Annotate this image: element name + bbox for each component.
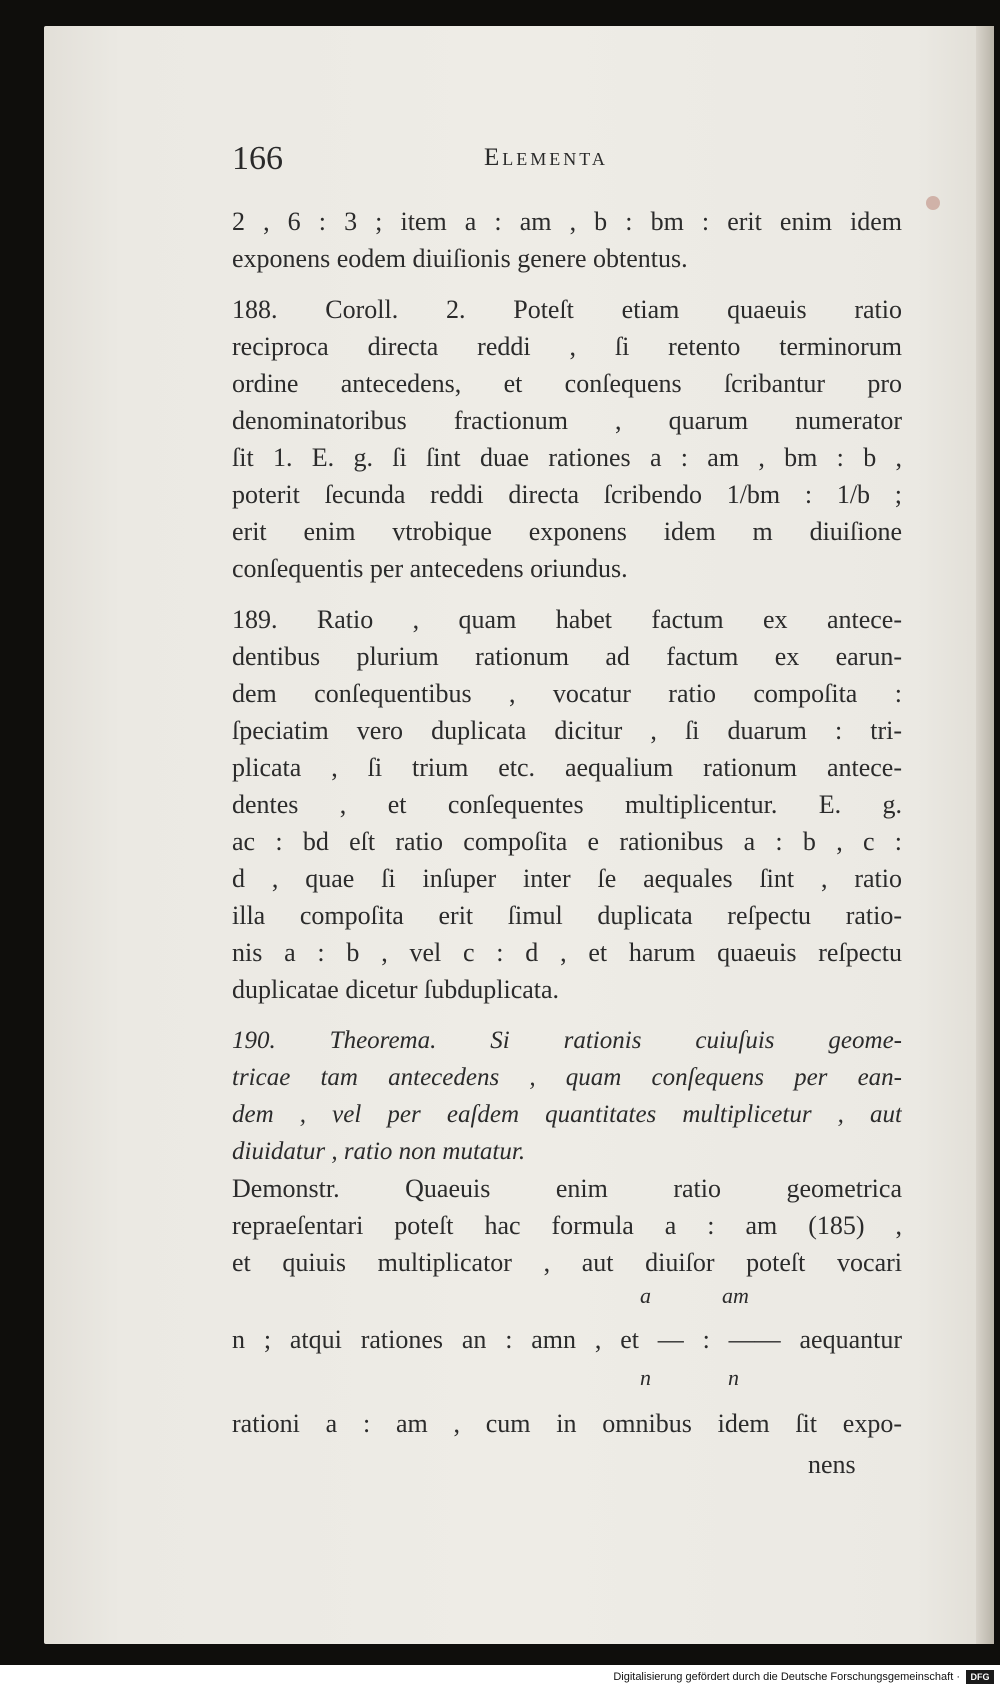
- funding-credit: Digitalisierung gefördert durch die Deutsche Forschungsgemeinschaft ·: [613, 1671, 960, 1683]
- text-line: 188. Coroll. 2. Poteſt etiam quaeuis ratio: [232, 295, 902, 324]
- running-head: Elementa: [484, 144, 608, 171]
- page-header: [232, 140, 902, 190]
- text-line: ſit 1. E. g. ſi ſint duae rationes a : am , bm : b ,: [232, 443, 902, 472]
- text-line: duplicatae dicetur ſubduplicata.: [232, 975, 560, 1004]
- text-line: tricae tam antecedens , quam conſequens per ean-: [232, 1064, 902, 1091]
- text-line: reciproca directa reddi , ſi retento terminorum: [232, 332, 902, 361]
- paragraph-190-theorem: [232, 1022, 902, 1170]
- paragraph-188: [232, 291, 902, 587]
- text-line: illa compoſita erit ſimul duplicata reſpectu ratio-: [232, 901, 902, 930]
- fraction-denominator: n: [728, 1365, 739, 1390]
- text-line: 190. Theorema. Si rationis cuiuſuis geome-: [232, 1027, 902, 1054]
- demonstration: [232, 1170, 902, 1281]
- text-line: dem , vel per eaſdem quantitates multiplicetur , aut: [232, 1101, 902, 1128]
- text-line: d , quae ſi inſuper inter ſe aequales ſint , ratio: [232, 864, 902, 893]
- text-line: ordine antecedens, et conſequens ſcribantur pro: [232, 369, 902, 398]
- text-line: et quiuis multiplicator , aut diuiſor poteſt vocari: [232, 1248, 902, 1277]
- text-line: rationi a : am , cum in omnibus idem ſit expo-: [232, 1409, 902, 1438]
- paper-stain: [926, 196, 940, 210]
- dfg-logo: DFG: [966, 1670, 994, 1684]
- text-line: ſpeciatim vero duplicata dicitur , ſi duarum : tri-: [232, 716, 902, 745]
- text-line: conſequentis per antecedens oriundus.: [232, 554, 628, 583]
- text-line: dem conſequentibus , vocatur ratio compoſita :: [232, 679, 902, 708]
- text-line: repraeſentari poteſt hac formula a : am (185) ,: [232, 1211, 902, 1240]
- fraction-formula: [232, 1281, 902, 1405]
- formula-line: n ; atqui rationes an : amn , et — : —— aequantur: [232, 1325, 902, 1354]
- paragraph-189: [232, 601, 902, 1008]
- text-line: ac : bd eſt ratio compoſita e rationibus a : b , c :: [232, 827, 902, 856]
- text-line: dentes , et conſequentes multiplicentur. E. g.: [232, 790, 902, 819]
- text-line: poterit ſecunda reddi directa ſcribendo 1/bm : 1/b ;: [232, 480, 902, 509]
- fraction-numerator: a: [640, 1283, 651, 1308]
- text-line: diuidatur , ratio non mutatur.: [232, 1138, 526, 1165]
- digitization-footer: [0, 1668, 1000, 1687]
- text-line: nis a : b , vel c : d , et harum quaeuis reſpectu: [232, 938, 902, 967]
- page-number: 166: [232, 140, 283, 177]
- text-line: 189. Ratio , quam habet factum ex antece-: [232, 605, 902, 634]
- text-line: erit enim vtrobique exponens idem m diuiſione: [232, 517, 902, 546]
- fraction-numerator: am: [722, 1283, 749, 1308]
- text-line: 2 , 6 : 3 ; item a : am , b : bm : erit enim idem: [232, 207, 902, 236]
- page-text: [232, 203, 902, 1442]
- text-line: dentibus plurium rationum ad factum ex earun-: [232, 642, 902, 671]
- text-line: exponens eodem diuiſionis genere obtentus.: [232, 244, 688, 273]
- text-line: denominatoribus fractionum , quarum numerator: [232, 406, 902, 435]
- text-line: Demonstr. Quaeuis enim ratio geometrica: [232, 1174, 902, 1203]
- fraction-denominator: n: [640, 1365, 651, 1390]
- text-line: plicata , ſi trium etc. aequalium rationum antece-: [232, 753, 902, 782]
- catchword: nens: [808, 1450, 856, 1479]
- page-edge: [976, 26, 994, 1644]
